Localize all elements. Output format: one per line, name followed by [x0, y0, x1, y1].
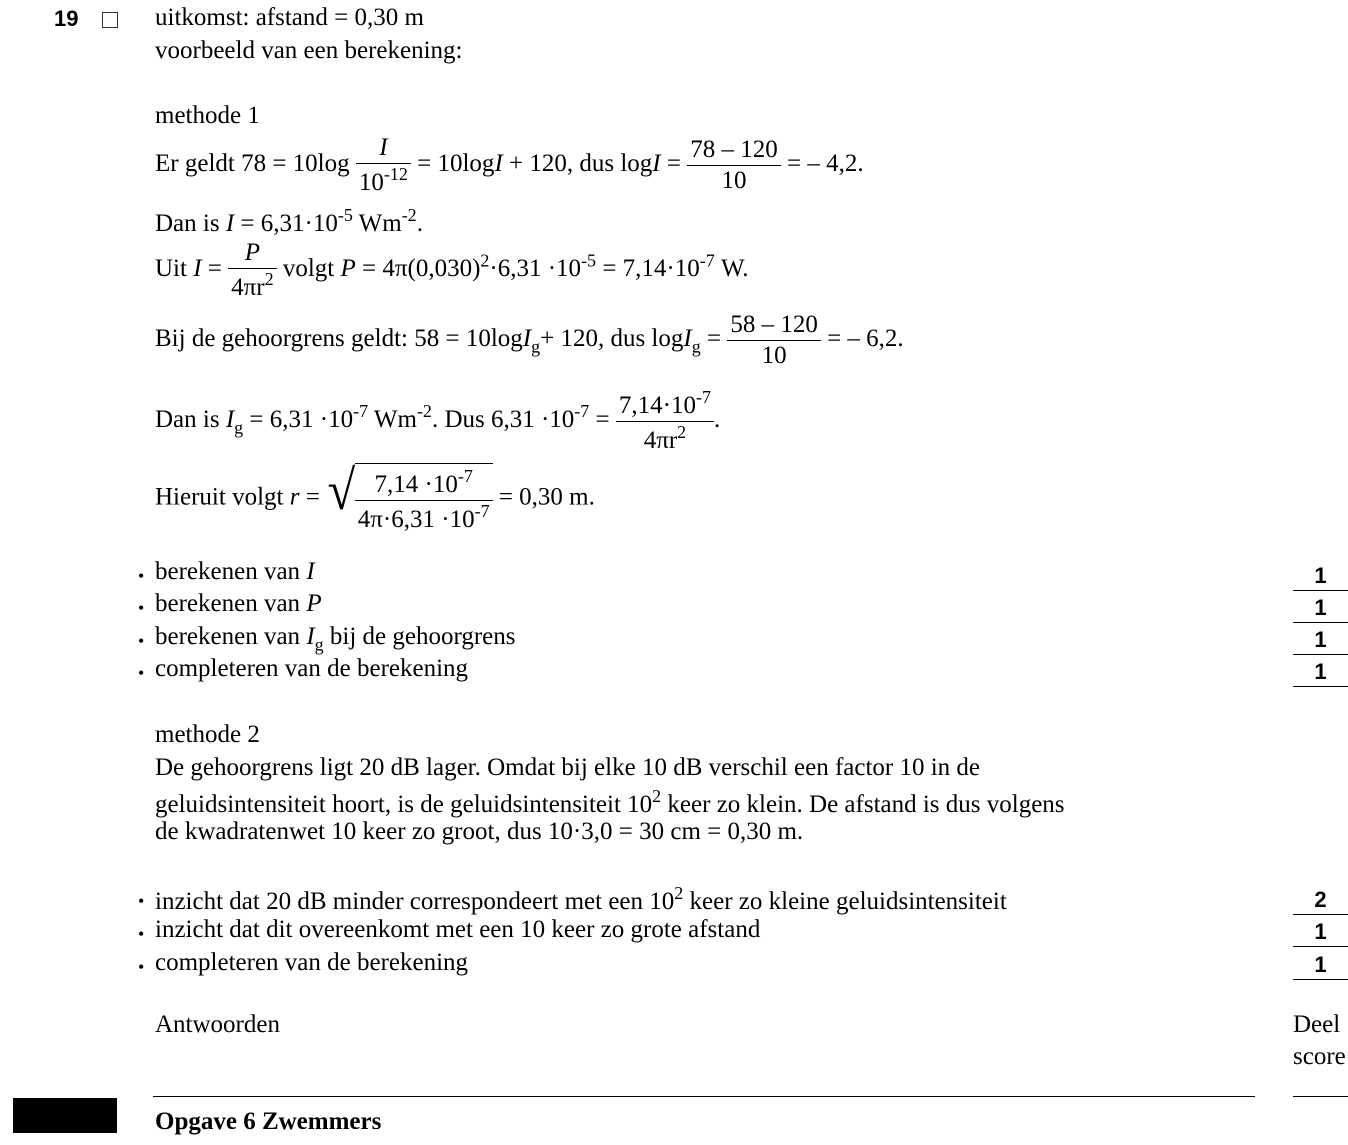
score-heading: score [1293, 1043, 1346, 1070]
method1-bullet-4: completeren van de berekening [155, 655, 469, 682]
score-cell: 1 [1293, 626, 1348, 655]
bullet-icon: • [138, 924, 145, 944]
score-cell: 1 [1293, 658, 1348, 687]
bullet-icon: • [138, 663, 145, 683]
example-line: voorbeeld van een berekening: [155, 37, 463, 64]
square-root: √ $\frac{7,14 \cdot 10^{-7}}{4\pi\cdot 6,31 \cdot 10^{-7}}$ [326, 463, 493, 535]
score-cell: 1 [1293, 594, 1348, 623]
method1-line5: Dan is $I_g = 6,31 \cdot 10^{-7}$ $Wm^{-2}$. Dus $6,31 \cdot 10^{-7}$ = $\frac{7,14\cdot 10^{-7}}{4\pi r^2}$ . [155, 387, 721, 454]
score-cell: 2 [1293, 886, 1348, 915]
method1-line6: Hieruit volgt r = √ $\frac{7,14 \cdot 10^{-7}}{4\pi\cdot 6,31 \cdot 10^{-7}}$ = 0,30 m. [155, 460, 595, 533]
divider [153, 1096, 1255, 1097]
method1-title: methode 1 [155, 102, 260, 129]
method2-bullet-2: inzicht dat dit overeenkomt met een 10 keer zo grote afstand [155, 916, 761, 943]
bullet-icon: • [138, 891, 145, 911]
method1-line3: Uit I = $\frac{P}{4\pi r^2}$ volgt $P = 4\pi(0,030)^2\cdot 6,31 \cdot 10^{-5} = 7,14\cdot 10^{-7}$ W. [155, 239, 749, 301]
answers-heading: Antwoorden [155, 1011, 280, 1038]
method2-bullet-3: completeren van de berekening [155, 949, 469, 976]
score-cell: 1 [1293, 918, 1348, 947]
deel-heading: Deel [1293, 1011, 1341, 1038]
bullet-icon: • [138, 631, 145, 651]
result-line: uitkomst: afstand = 0,30 m [155, 4, 424, 31]
score-cell: 1 [1293, 951, 1348, 980]
section-marker [13, 1098, 117, 1133]
bullet-icon: • [138, 598, 145, 618]
method2-paragraph-line1: De gehoorgrens ligt 20 dB lager. Omdat bij elke 10 dB verschil een factor 10 in de [155, 754, 981, 781]
method2-paragraph-line2: geluidsintensiteit hoort, is de geluidsintensiteit $10^2$ keer zo klein. De afstand is dus volgens [155, 786, 1065, 818]
method1-line1: Er geldt 78 = 10log $\frac{I}{10^{-12}}$ = 10logI + 120, dus logI = $\frac{78 - 120}{10}$ = – 4,2. [155, 134, 864, 196]
checkbox[interactable] [102, 12, 118, 28]
method1-bullet-2: berekenen van P [155, 590, 322, 617]
question-number: 19 [54, 6, 79, 31]
method1-line4: Bij de gehoorgrens geldt: 58 = 10logI$_g$+ 120, dus logI$_g$ = $\frac{58 - 120}{10}$ = – 6,2. [155, 311, 904, 369]
method2-paragraph-line3: de kwadratenwet 10 keer zo groot, dus 10·3,0 = 30 cm = 0,30 m. [155, 818, 804, 845]
method2-title: methode 2 [155, 721, 260, 748]
section-title: Opgave 6 Zwemmers [155, 1108, 382, 1135]
bullet-icon: • [138, 566, 145, 586]
method1-line2: Dan is $I = 6,31\cdot 10^{-5}$ $Wm^{-2}$. [155, 205, 423, 237]
method1-bullet-1: berekenen van I [155, 558, 315, 585]
score-cell: 1 [1293, 562, 1348, 591]
bullet-icon: • [138, 957, 145, 977]
method1-bullet-3: berekenen van $I_g$ bij de gehoorgrens [155, 623, 516, 655]
divider [1293, 1096, 1348, 1097]
method2-bullet-1: inzicht dat 20 dB minder correspondeert met een $10^2$ keer zo kleine geluidsintensiteit [155, 883, 1007, 915]
